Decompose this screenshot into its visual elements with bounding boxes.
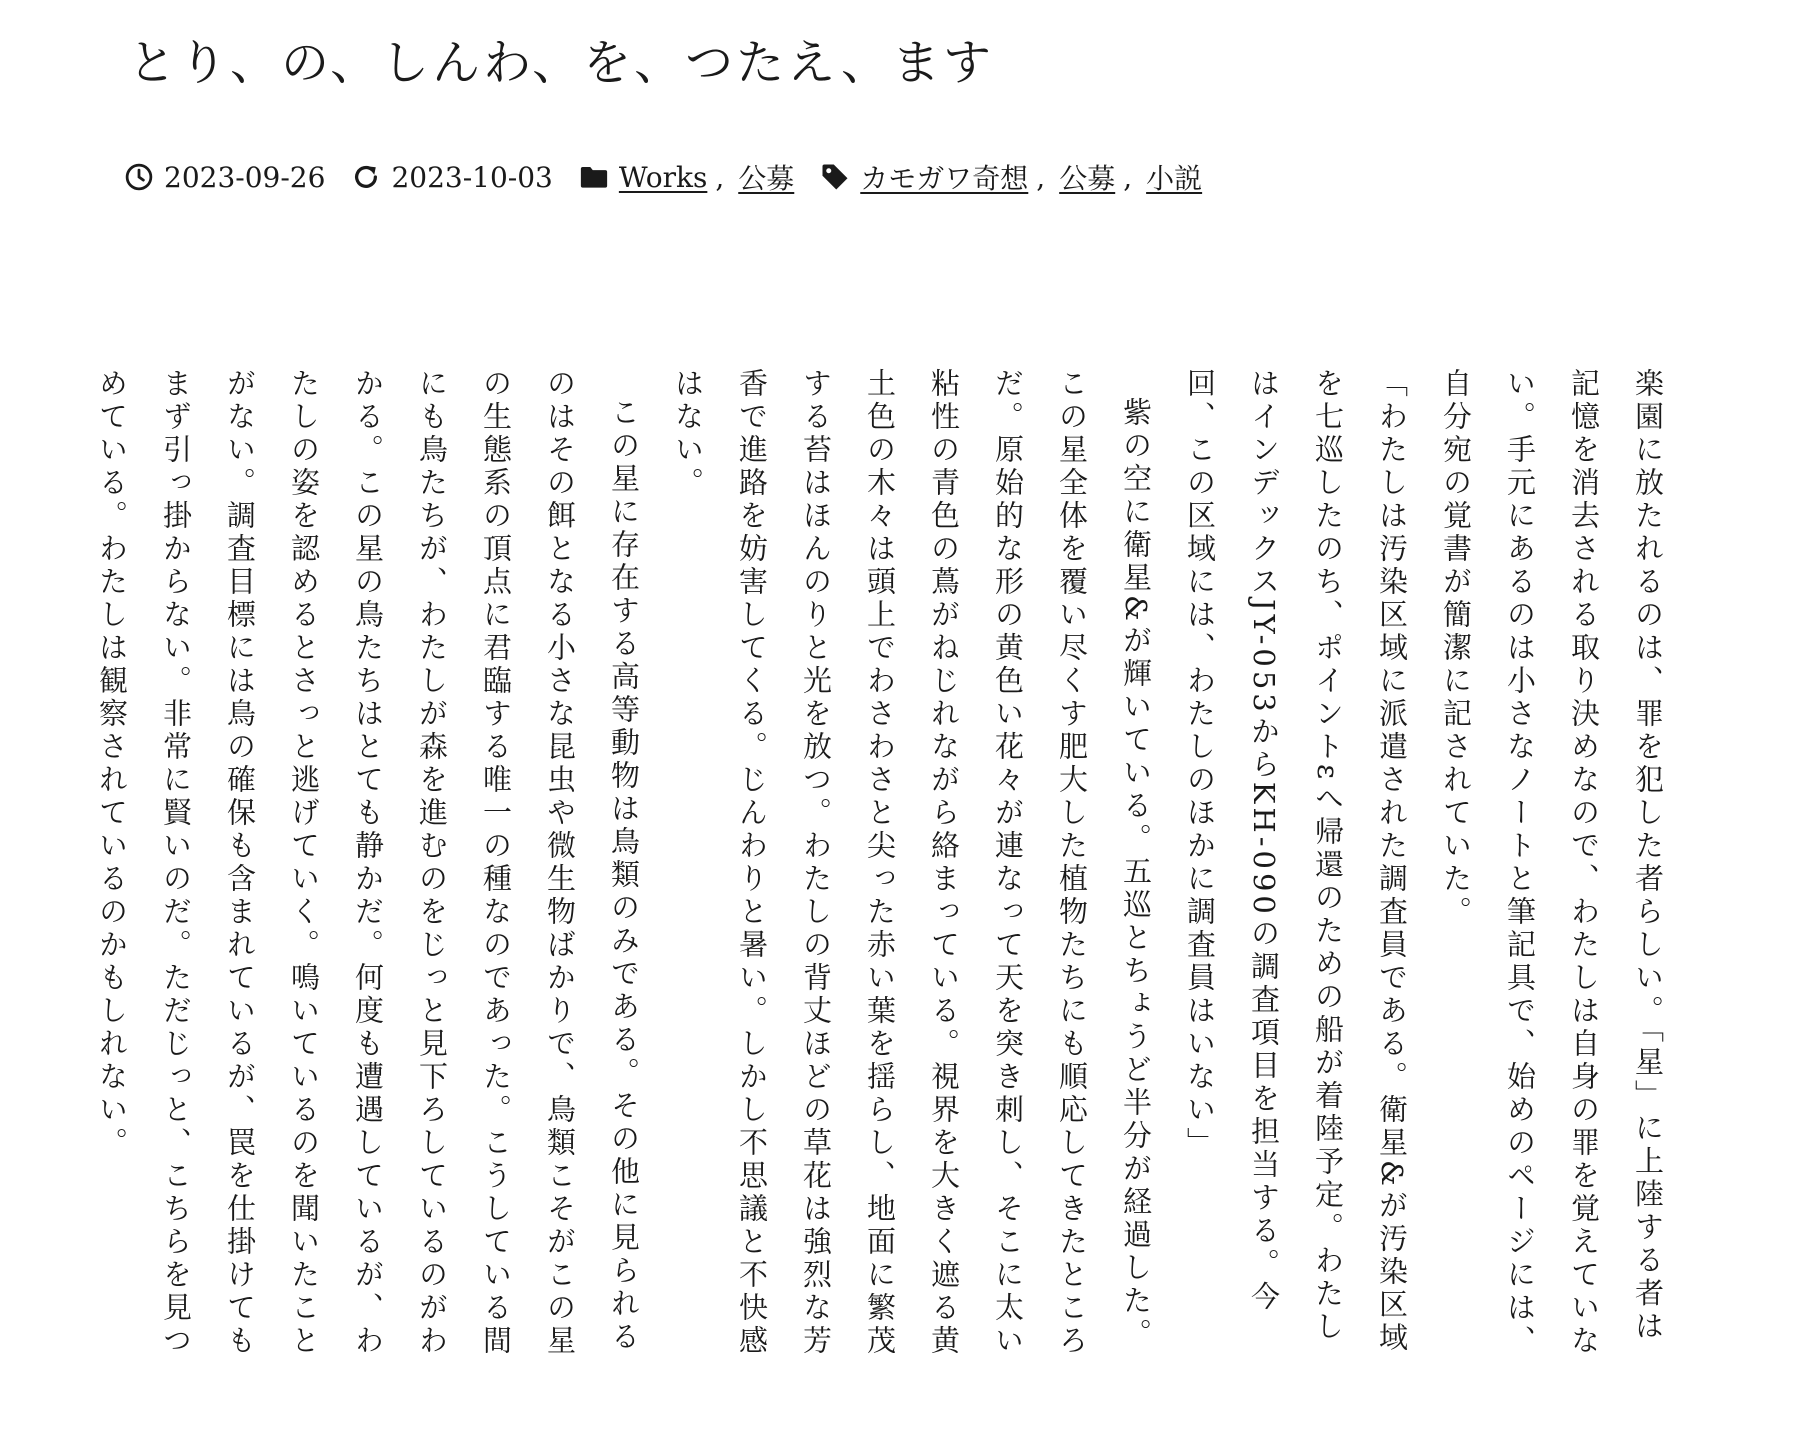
vertical-text-column (80, 368, 1680, 1368)
tag-link-shousetsu[interactable]: 小説 (1146, 162, 1203, 195)
tag-separator: , (1036, 160, 1046, 194)
published-date-text: 2023-09-26 (164, 160, 326, 194)
page-title: とり、の、しんわ、を、つたえ、ます (128, 35, 995, 91)
folder-icon (579, 162, 609, 192)
refresh-icon (351, 162, 381, 192)
post-tags (820, 157, 1202, 197)
tag-separator: , (1123, 160, 1133, 194)
paragraph: この星に存在する高等動物は鳥類のみである。その他に見られるのはその餌となる小さな昆虫や微生物ばかりで、鳥類こそがこの星の生態系の頂点に君臨する唯一の種なのであった。こうしている間にも鳥たちが、わたしが森を進むのをじっと見下ろしているのがわかる。この星の鳥たちはとても静かだ。何度も遭遇しているが、わたしの姿を認めるとさっと逃げていく。鳴いているのを聞いたことがない。調査目標には鳥の確保も含まれているが、罠を仕掛けてもまず引っ掛からない。非常に賢いのだ。ただじっと、こちらを見つめている。わたしは観察されているのかもしれない。 (95, 368, 641, 1358)
tag-link-kamogawa-kisou[interactable]: カモガワ奇想 (860, 162, 1029, 195)
published-date (124, 161, 325, 194)
tag-link-koubo[interactable]: 公募 (1059, 162, 1116, 195)
clock-icon (124, 162, 154, 192)
post-categories (579, 157, 794, 197)
updated-date-text: 2023-10-03 (391, 160, 553, 194)
category-separator: , (715, 160, 725, 194)
article-body (95, 368, 1680, 1368)
category-link-works[interactable]: Works (618, 160, 708, 194)
updated-date (351, 161, 552, 194)
paragraph: 「わたしは汚染区域に派遣された調査員である。衛星&が汚染区域を七巡したのち、ポイントεへ帰還のための船が着陸予定。わたしはインデックスJY-053からKH-090の調査項目を担当する。今回、この区域には、わたしのほかに調査員はいない」 (1183, 368, 1409, 1355)
paragraph: 紫の空に衛星&が輝いている。五巡とちょうど半分が経過した。この星全体を覆い尽くす肥大した植物たちにも順応してきたところだ。原始的な形の黄色い花々が連なって天を突き刺し、そこに太い粘性の青色の蔦がねじれながら絡まっている。視界を大きく遮る黄土色の木々は頭上でわさわさと尖った赤い葉を揺らし、地面に繁茂する苔はほんのりと光を放つ。わたしの背丈ほどの草花は強烈な芳香で進路を妨害してくる。じんわりと暑い。しかし不思議と不快感はない。 (671, 368, 1153, 1358)
paragraph: 楽園に放たれるのは、罪を犯した者らしい。「星」に上陸する者は記憶を消去される取り決めなので、わたしは自身の罪を覚えていない。手元にあるのは小さなノートと筆記具で、始めのページには、自分宛の覚書が簡潔に記されていた。 (1439, 368, 1665, 1358)
post-meta (124, 154, 1202, 200)
tag-icon (820, 162, 850, 192)
category-link-koubo[interactable]: 公募 (738, 162, 795, 195)
